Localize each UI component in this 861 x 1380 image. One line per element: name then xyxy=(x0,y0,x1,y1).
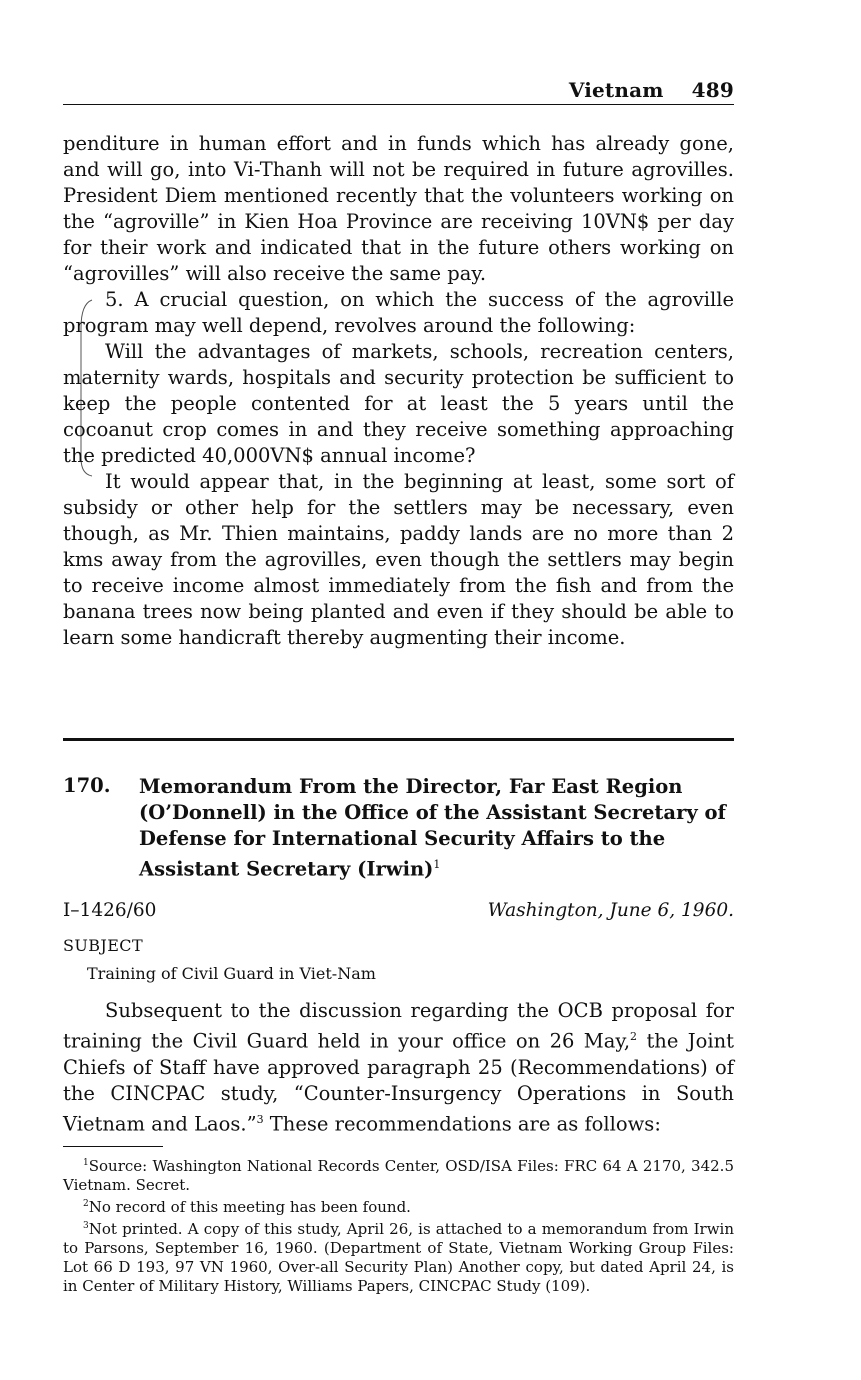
memorandum-body xyxy=(63,998,734,1137)
paragraph: 5. A crucial question, on which the success of the agroville program may well depend, revolves around the following: xyxy=(63,288,734,337)
document-id: I–1426/60 xyxy=(63,900,157,921)
document-number: 170. xyxy=(63,774,111,797)
footnote-ref: 3 xyxy=(256,1112,264,1126)
body-text: the Joint Chiefs of Staff have approved paragraph 25 (Recommendations) of the CINCPAC study, “Counter-Insurgency Operations in South Vietnam and Laos.” xyxy=(63,1029,734,1135)
footnote-text: Not printed. A copy of this study, April 26, is attached to a memorandum from Irwin to Parsons, September 16, 1960. (Department of State, Vietnam Working Group Files: Lot 66 D 193, 97 VN 1960, Over-all Security Plan) Another copy, but dated April 24, is in Center of Military History, Williams Papers, CINCPAC Study (109). xyxy=(63,1220,734,1295)
paragraph: It would appear that, in the beginning at least, some sort of subsidy or other help for the settlers may be necessary, even though, as Mr. Thien maintains, paddy lands are no more than 2 kms away from the agrovilles, even though the settlers may begin to receive income almost immediately from the fish and from the banana trees now being planted and even if they should be able to learn some handicraft thereby augmenting their income. xyxy=(63,470,734,649)
subject-text: Training of Civil Guard in Viet-Nam xyxy=(87,964,376,983)
footnote xyxy=(63,1195,734,1217)
paragraph xyxy=(63,998,734,1137)
footnote-ref: 1 xyxy=(433,858,441,871)
footnote-mark: 3 xyxy=(83,1221,89,1231)
body-text: These recommendations are as follows: xyxy=(263,1112,661,1135)
footnotes xyxy=(63,1154,734,1296)
footnote xyxy=(63,1154,734,1195)
document-title-text: Memorandum From the Director, Far East Region (O’Donnell) in the Office of the Assistant Secretary of Defense for International Security Affairs to the Assistant Secretary (Irwin) xyxy=(139,775,726,881)
document-title xyxy=(139,774,739,883)
page-number: 489 xyxy=(691,78,734,102)
running-header xyxy=(569,78,734,102)
document-place-date: Washington, June 6, 1960. xyxy=(487,900,734,921)
paragraph: penditure in human effort and in funds which has already gone, and will go, into Vi-Thanh will not be required in future agrovilles. President Diem mentioned recently that the volunteers working on the “agroville” in Kien Hoa Province are receiving 10VN$ per day for their work and indicated that in the future others working on “agrovilles” will also receive the same pay. xyxy=(63,132,734,285)
continuation-text xyxy=(63,131,734,651)
section-divider xyxy=(63,738,734,741)
running-title: Vietnam xyxy=(568,78,664,102)
paragraph: Will the advantages of markets, schools, recreation centers, maternity wards, hospitals and security protection be sufficient to keep the people contented for at least the 5 years until the cocoanut crop comes in and they receive something approaching the predicted 40,000VN$ annual income? xyxy=(63,340,734,467)
footnote-mark: 2 xyxy=(83,1199,89,1209)
footnote-mark: 1 xyxy=(83,1158,89,1168)
body-text: Subsequent to the discussion regarding the OCB proposal for training the Civil Guard held in your office on 26 May, xyxy=(63,999,734,1053)
document-page xyxy=(63,0,734,1380)
footnote-text: Source: Washington National Records Center, OSD/ISA Files: FRC 64 A 2170, 342.5 Vietnam. Secret. xyxy=(63,1157,734,1194)
subject-label: SUBJECT xyxy=(63,936,144,955)
footnote-ref: 2 xyxy=(630,1030,638,1043)
header-rule xyxy=(63,104,734,105)
footnote-rule xyxy=(63,1146,163,1147)
footnote-text: No record of this meeting has been found. xyxy=(88,1198,411,1216)
footnote xyxy=(63,1217,734,1296)
